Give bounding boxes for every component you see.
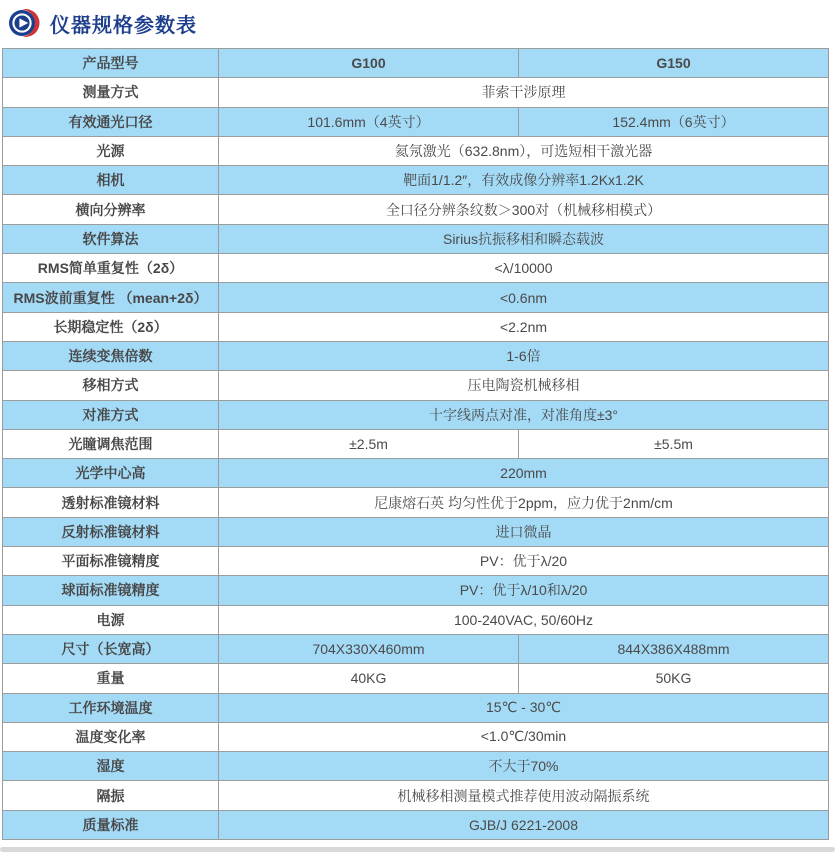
spec-table [2,48,829,840]
spec-value-cell: 菲索干涉原理 [219,78,829,107]
spec-label-cell: 重量 [3,664,219,693]
spec-label-cell: 平面标准镜精度 [3,547,219,576]
table-row [3,429,829,458]
play-swoosh-icon [8,7,40,39]
spec-label-cell: 连续变焦倍数 [3,341,219,370]
spec-label-cell: 软件算法 [3,224,219,253]
table-row [3,49,829,78]
page-header [0,0,835,48]
table-row [3,400,829,429]
table-row [3,224,829,253]
table-row [3,459,829,488]
spec-value-cell: 50KG [519,664,829,693]
spec-label-cell: 电源 [3,605,219,634]
table-row [3,195,829,224]
spec-label-cell: 光瞳调焦范围 [3,429,219,458]
spec-value-cell: 40KG [219,664,519,693]
spec-value-cell: 220mm [219,459,829,488]
spec-value-cell: PV：优于λ/10和λ/20 [219,576,829,605]
spec-label-cell: 长期稳定性（2δ） [3,312,219,341]
table-row [3,664,829,693]
spec-table-body [3,49,829,840]
spec-value-cell: 100-240VAC, 50/60Hz [219,605,829,634]
table-row [3,254,829,283]
spec-label-cell: 湿度 [3,752,219,781]
table-row [3,547,829,576]
spec-label-cell: RMS波前重复性 （mean+2δ） [3,283,219,312]
spec-value-cell: 1-6倍 [219,341,829,370]
column-header-cell: G100 [219,49,519,78]
table-row [3,810,829,839]
spec-value-cell: 704X330X460mm [219,634,519,663]
spec-label-cell: 相机 [3,166,219,195]
spec-value-cell: 101.6mm（4英寸） [219,107,519,136]
spec-value-cell: 进口微晶 [219,517,829,546]
table-row [3,488,829,517]
table-row [3,136,829,165]
table-row [3,283,829,312]
spec-label-cell: 球面标准镜精度 [3,576,219,605]
spec-value-cell: <1.0℃/30min [219,722,829,751]
spec-label-cell: 质量标准 [3,810,219,839]
table-row [3,78,829,107]
spec-value-cell: 15℃ - 30℃ [219,693,829,722]
table-row [3,752,829,781]
table-row [3,312,829,341]
spec-value-cell: 压电陶瓷机械移相 [219,371,829,400]
spec-label-cell: RMS简单重复性（2δ） [3,254,219,283]
spec-label-cell: 测量方式 [3,78,219,107]
spec-label-cell: 移相方式 [3,371,219,400]
table-row [3,576,829,605]
spec-value-cell: ±5.5m [519,429,829,458]
spec-value-cell: PV：优于λ/20 [219,547,829,576]
table-row [3,722,829,751]
spec-value-cell: <λ/10000 [219,254,829,283]
spec-label-cell: 横向分辨率 [3,195,219,224]
table-row [3,605,829,634]
spec-value-cell: 全口径分辨条纹数＞300对（机械移相模式） [219,195,829,224]
spec-label-cell: 透射标准镜材料 [3,488,219,517]
table-row [3,341,829,370]
spec-label-cell: 有效通光口径 [3,107,219,136]
table-row [3,517,829,546]
spec-label-cell: 反射标准镜材料 [3,517,219,546]
page-bottom-edge [0,847,835,852]
table-row [3,693,829,722]
spec-value-cell: 844X386X488mm [519,634,829,663]
spec-value-cell: ±2.5m [219,429,519,458]
spec-value-cell: 氦氖激光（632.8nm），可选短相干激光器 [219,136,829,165]
table-row [3,781,829,810]
spec-value-cell: <2.2nm [219,312,829,341]
spec-value-cell: GJB/J 6221-2008 [219,810,829,839]
table-row [3,107,829,136]
spec-value-cell: 机械移相测量模式推荐使用波动隔振系统 [219,781,829,810]
table-row [3,371,829,400]
spec-value-cell: 尼康熔石英 均匀性优于2ppm，应力优于2nm/cm [219,488,829,517]
spec-label-cell: 光学中心高 [3,459,219,488]
page-title: 仪器规格参数表 [50,14,197,37]
spec-value-cell: 靶面1/1.2″，有效成像分辨率1.2Kx1.2K [219,166,829,195]
spec-label-cell: 光源 [3,136,219,165]
spec-label-cell: 温度变化率 [3,722,219,751]
spec-label-cell: 产品型号 [3,49,219,78]
spec-value-cell: Sirius抗振移相和瞬态载波 [219,224,829,253]
spec-label-cell: 隔振 [3,781,219,810]
table-row [3,634,829,663]
spec-label-cell: 对准方式 [3,400,219,429]
spec-value-cell: 152.4mm（6英寸） [519,107,829,136]
column-header-cell: G150 [519,49,829,78]
spec-label-cell: 工作环境温度 [3,693,219,722]
spec-value-cell: <0.6nm [219,283,829,312]
spec-label-cell: 尺寸（长宽高） [3,634,219,663]
table-row [3,166,829,195]
spec-value-cell: 十字线两点对准，对准角度±3° [219,400,829,429]
spec-value-cell: 不大于70% [219,752,829,781]
